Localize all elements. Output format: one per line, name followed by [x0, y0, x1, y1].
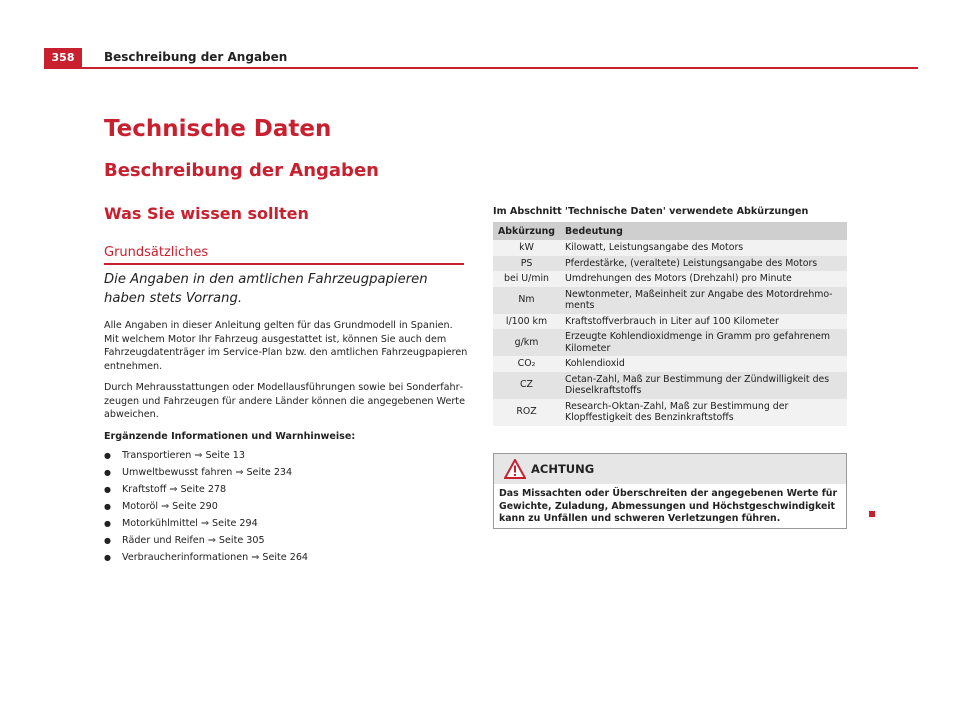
meaning-cell: Kilowatt, Leistungsangabe des Motors	[560, 240, 847, 256]
meaning-cell: Cetan-Zahl, Maß zur Bestimmung der Zündwilligkeit des Dieselkraftstoffs	[560, 372, 847, 399]
warning-box	[493, 453, 847, 529]
list-item[interactable]: ● Transportieren ⇒ Seite 13	[104, 447, 464, 464]
abbreviation-table	[493, 222, 847, 426]
abbreviation-cell: ROZ	[493, 399, 560, 426]
abbreviation-cell: l/100 km	[493, 314, 560, 330]
warning-title: ACHTUNG	[531, 462, 595, 476]
column-header: Abkürzung	[493, 222, 560, 240]
table-row	[493, 372, 847, 399]
info-heading: Ergänzende Informationen und Warnhinweise:	[104, 431, 356, 442]
header-title: Beschreibung der Angaben	[104, 50, 288, 64]
abbreviation-cell: g/km	[493, 329, 560, 356]
bullet-icon: ●	[104, 485, 111, 494]
table-title: Im Abschnitt 'Technische Daten' verwendete Abkürzungen	[493, 206, 809, 217]
warning-triangle-icon	[504, 459, 526, 483]
table-row	[493, 399, 847, 426]
column-header: Bedeutung	[560, 222, 847, 240]
abbreviation-cell: CO₂	[493, 356, 560, 372]
list-item[interactable]: ● Umweltbewusst fahren ⇒ Seite 234	[104, 464, 464, 481]
list-item[interactable]: ● Kraftstoff ⇒ Seite 278	[104, 481, 464, 498]
abbreviation-cell: kW	[493, 240, 560, 256]
meaning-cell: Erzeugte Kohlendioxidmenge in Gramm pro gefahrenem Kilometer	[560, 329, 847, 356]
bullet-icon: ●	[104, 536, 111, 545]
table-row	[493, 356, 847, 372]
meaning-cell: Umdrehungen des Motors (Drehzahl) pro Minute	[560, 271, 847, 287]
bullet-icon: ●	[104, 553, 111, 562]
meaning-cell: Kohlendioxid	[560, 356, 847, 372]
meaning-cell: Pferdestärke, (veraltete) Leistungsangabe des Motors	[560, 256, 847, 272]
page-number: 358	[44, 48, 82, 67]
meaning-cell: Kraftstoffverbrauch in Liter auf 100 Kilometer	[560, 314, 847, 330]
subsection-title: Was Sie wissen sollten	[104, 204, 309, 223]
abbreviation-cell: bei U/min	[493, 271, 560, 287]
intro-text: Die Angaben in den amtlichen Fahrzeugpapieren haben stets Vorrang.	[104, 272, 428, 306]
info-list	[104, 447, 464, 566]
topic-heading: Grundsätzliches	[104, 245, 464, 265]
paragraph: Alle Angaben in dieser Anleitung gelten für das Grundmodell in Spanien. Mit welchem Motor Ihr Fahrzeug ausgestattet ist, können Sie auch dem Fahrzeugdatenträger im Service-Plan bzw. den amtlichen Fahrzeugpapieren entnehmen.	[104, 320, 468, 372]
meaning-cell: Research-Oktan-Zahl, Maß zur Bestimmung der Klopffestigkeit des Benzinkraftstoffs	[560, 399, 847, 426]
table-header-row	[493, 222, 847, 240]
abbreviation-cell: PS	[493, 256, 560, 272]
list-item[interactable]: ● Motoröl ⇒ Seite 290	[104, 498, 464, 515]
table-row	[493, 240, 847, 256]
list-item[interactable]: ● Verbraucherinformationen ⇒ Seite 264	[104, 549, 464, 566]
warning-text: Das Missachten oder Überschreiten der angegebenen Werte für Gewichte, Zuladung, Abmessungen und Höchstgeschwindigkeit kann zu Unfällen und schweren Verletzungen führen.	[499, 488, 838, 524]
bullet-icon: ●	[104, 519, 111, 528]
section-end-marker	[869, 511, 875, 517]
table-row	[493, 314, 847, 330]
table-row	[493, 287, 847, 314]
warning-header	[494, 454, 846, 484]
list-item[interactable]: ● Räder und Reifen ⇒ Seite 305	[104, 532, 464, 549]
table-row	[493, 271, 847, 287]
paragraph: Durch Mehrausstattungen oder Modellausführungen sowie bei Sonderfahrzeugen und Fahrzeugen für andere Länder können die angegebenen Werte abweichen.	[104, 382, 465, 420]
table-row	[493, 329, 847, 356]
chapter-title: Technische Daten	[104, 116, 332, 142]
section-title: Beschreibung der Angaben	[104, 160, 379, 181]
list-item[interactable]: ● Motorkühlmittel ⇒ Seite 294	[104, 515, 464, 532]
bullet-icon: ●	[104, 451, 111, 460]
abbreviation-cell: Nm	[493, 287, 560, 314]
table-row	[493, 256, 847, 272]
meaning-cell: Newtonmeter, Maßeinheit zur Angabe des Motordrehmoments	[560, 287, 847, 314]
bullet-icon: ●	[104, 468, 111, 477]
abbreviation-cell: CZ	[493, 372, 560, 399]
bullet-icon: ●	[104, 502, 111, 511]
